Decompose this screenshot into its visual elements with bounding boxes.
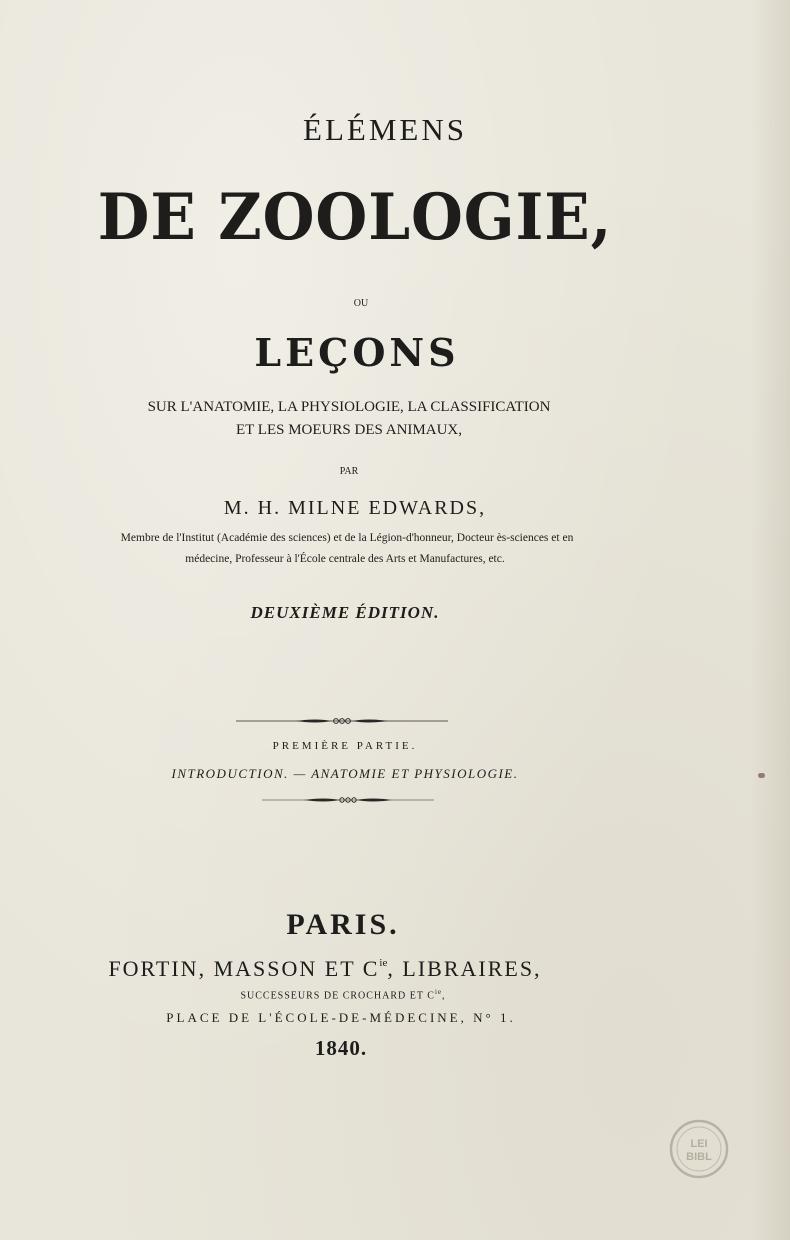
ornamental-rule-top bbox=[236, 716, 448, 726]
author-credentials-line-1: Membre de l'Institut (Académie des sciences) et de la Légion-d'honneur, Docteur ès-sciences et en bbox=[120, 532, 574, 544]
author-name: M. H. MILNE EDWARDS, bbox=[223, 497, 487, 519]
edition-label: DEUXIÈME ÉDITION. bbox=[250, 603, 440, 622]
imprint-year: 1840. bbox=[314, 1036, 368, 1060]
svg-text:LEI: LEI bbox=[690, 1138, 708, 1150]
main-title: DE ZOOLOGIE, bbox=[97, 180, 613, 255]
alt-title: LEÇONS bbox=[254, 330, 460, 375]
publisher bbox=[0, 956, 720, 982]
successors-trailing: , bbox=[442, 990, 446, 1002]
successors-text: SUCCESSEURS DE CROCHARD ET C bbox=[240, 990, 435, 1002]
author-credentials-line-2: médecine, Professeur à l'École centrale des Arts et Manufactures, etc. bbox=[185, 553, 505, 565]
title-conjunction: OU bbox=[353, 298, 369, 309]
imprint-city: PARIS. bbox=[286, 908, 400, 941]
page-edge-shadow bbox=[750, 0, 790, 1240]
library-stamp-icon bbox=[668, 1118, 730, 1180]
successors-superscript: ie bbox=[434, 988, 443, 996]
ornamental-rule-bottom bbox=[262, 795, 434, 805]
publisher-role: , LIBRAIRES, bbox=[387, 956, 542, 981]
svg-text:BIBL: BIBL bbox=[686, 1151, 712, 1163]
publisher-successors bbox=[0, 988, 738, 1001]
part-subject: INTRODUCTION. — ANATOMIE ET PHYSIOLOGIE. bbox=[171, 766, 519, 781]
subtitle-line-2: ET LES MOEURS DES ANIMAUX, bbox=[236, 422, 462, 438]
publisher-superscript: ie bbox=[379, 957, 388, 969]
publisher-name: FORTIN, MASSON ET C bbox=[108, 956, 380, 981]
subtitle-line-1: SUR L'ANATOMIE, LA PHYSIOLOGIE, LA CLASSIFICATION bbox=[147, 399, 551, 415]
ink-speck bbox=[758, 773, 765, 778]
publisher-address: PLACE DE L'ÉCOLE-DE-MÉDECINE, N° 1. bbox=[166, 1010, 516, 1025]
by-label: PAR bbox=[339, 466, 359, 477]
part-label: PREMIÈRE PARTIE. bbox=[272, 740, 418, 752]
pre-title: ÉLÉMENS bbox=[303, 112, 467, 147]
